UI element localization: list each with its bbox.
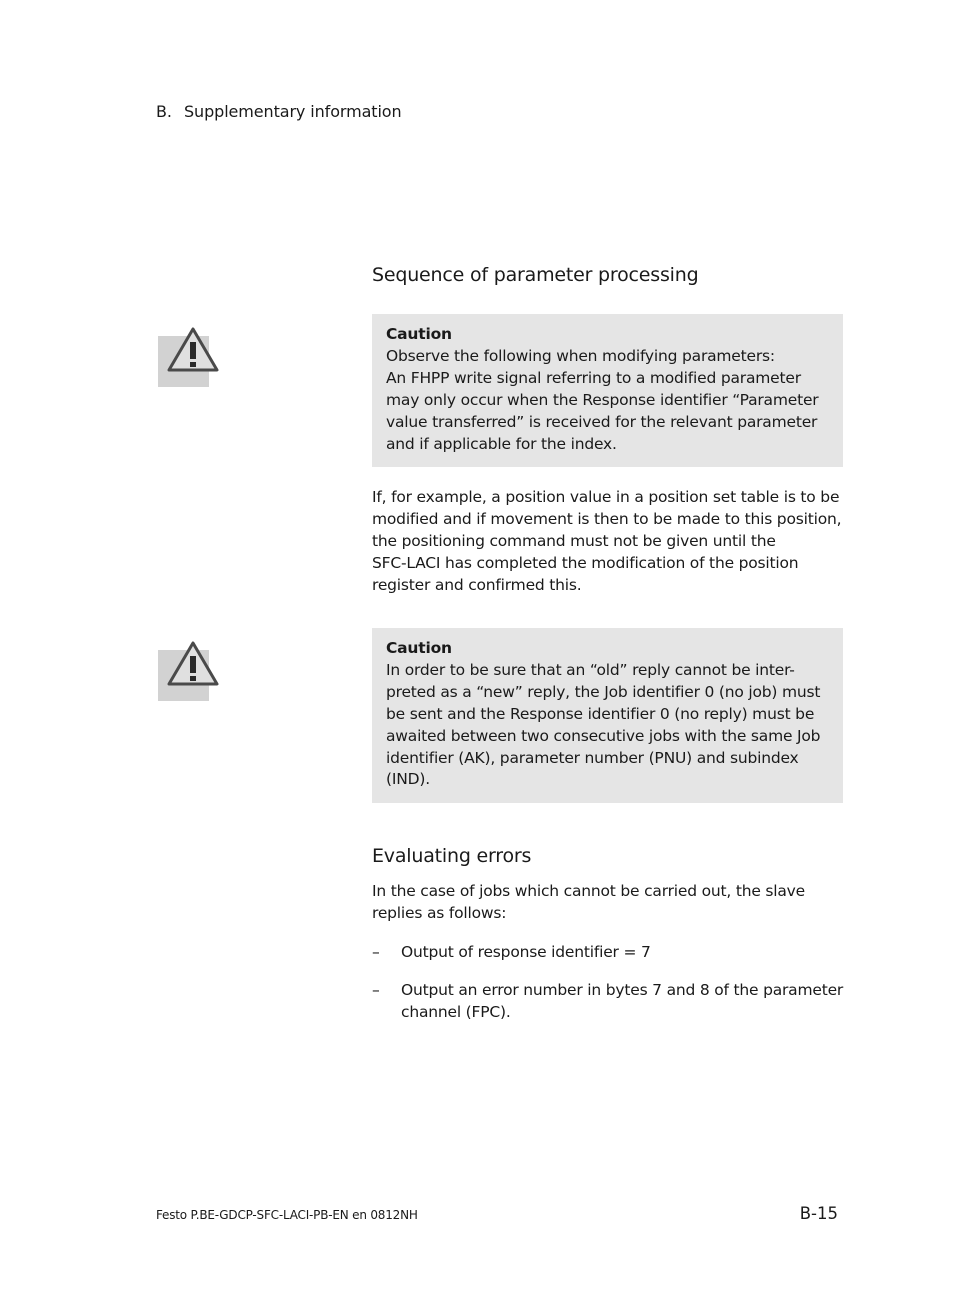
errors-intro xyxy=(372,881,847,925)
caution-line: identifier (AK), parameter number (PNU) and subindex xyxy=(386,748,799,767)
list-dash: – xyxy=(372,943,380,961)
body-paragraph xyxy=(372,487,847,597)
caution-title: Caution xyxy=(386,325,452,343)
caution-line: and if applicable for the index. xyxy=(386,434,617,453)
footer-doc-ref: Festo P.BE-GDCP-SFC-LACI-PB-EN en 0812NH xyxy=(156,1208,418,1222)
list-dash: – xyxy=(372,981,380,999)
caution-line: An FHPP write signal referring to a modified parameter xyxy=(386,368,801,387)
caution-line: preted as a “new” reply, the Job identifier 0 (no job) must xyxy=(386,682,821,701)
page-number: B-15 xyxy=(799,1204,838,1223)
list-item-line: Output an error number in bytes 7 and 8 of the parameter xyxy=(401,981,844,999)
running-header xyxy=(156,102,402,121)
paragraph-line: register and confirmed this. xyxy=(372,575,582,594)
warning-triangle-shape xyxy=(166,640,220,688)
paragraph-line: If, for example, a position value in a position set table is to be xyxy=(372,488,840,506)
caution-box-1 xyxy=(372,314,843,467)
list-item-line: channel (FPC). xyxy=(401,1002,511,1021)
caution-line: value transferred” is received for the relevant parameter xyxy=(386,412,818,431)
list-item xyxy=(372,942,847,964)
caution-line: (IND). xyxy=(386,770,430,789)
warning-triangle-icon xyxy=(158,640,220,696)
list-item-line: Output of response identifier = 7 xyxy=(401,943,651,961)
warning-triangle-icon xyxy=(158,326,220,382)
heading-sequence: Sequence of parameter processing xyxy=(372,264,699,286)
caution-line: Observe the following when modifying parameters: xyxy=(386,346,775,365)
section-title: Supplementary information xyxy=(184,102,402,121)
caution-title: Caution xyxy=(386,639,452,657)
caution-line: awaited between two consecutive jobs with the same Job xyxy=(386,726,821,745)
caution-line: be sent and the Response identifier 0 (no reply) must be xyxy=(386,704,815,723)
paragraph-line: In the case of jobs which cannot be carried out, the slave xyxy=(372,882,805,900)
list-item xyxy=(372,980,847,1024)
caution-box-2 xyxy=(372,628,843,803)
paragraph-line: the positioning command must not be given until the xyxy=(372,531,776,550)
caution-line: In order to be sure that an “old” reply cannot be inter- xyxy=(386,660,795,679)
paragraph-line: SFC-LACI has completed the modification of the position xyxy=(372,553,799,572)
paragraph-line: replies as follows: xyxy=(372,903,507,922)
paragraph-line: modified and if movement is then to be made to this position, xyxy=(372,509,842,528)
warning-triangle-shape xyxy=(166,326,220,374)
caution-line: may only occur when the Response identifier “Parameter xyxy=(386,390,819,409)
heading-evaluating-errors: Evaluating errors xyxy=(372,845,532,867)
section-number: B. xyxy=(156,102,172,121)
